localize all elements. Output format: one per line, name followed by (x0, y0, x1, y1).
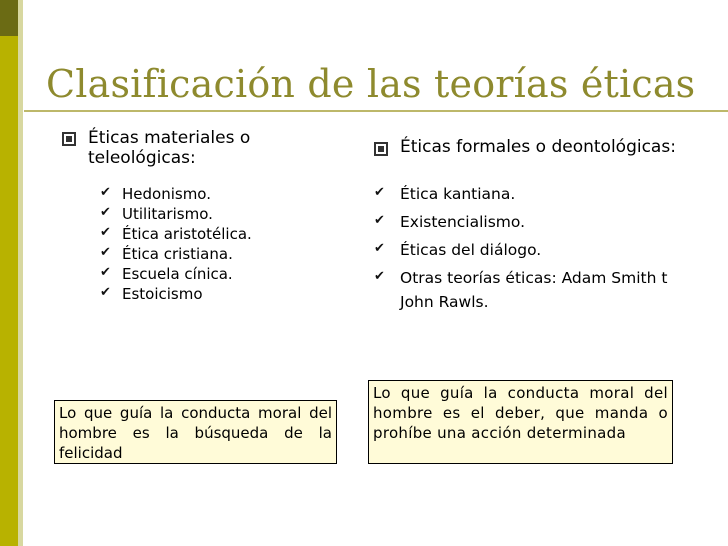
list-item (100, 184, 348, 204)
list-item-label: Escuela cínica. (122, 265, 233, 283)
list-item-label: Ética aristotélica. (122, 225, 252, 243)
right-summary-box: Lo que guía la conducta moral del hombre es el deber, que manda o prohíbe una acción determinada (368, 380, 673, 464)
checkmark-icon: ✔ (374, 213, 385, 228)
square-bullet-icon (374, 142, 388, 156)
right-heading: Éticas formales o deontológicas: (400, 137, 676, 157)
right-column (370, 135, 680, 318)
right-list (370, 182, 680, 314)
list-item (370, 238, 680, 262)
list-item-label: Ética kantiana. (400, 185, 516, 203)
checkmark-icon: ✔ (374, 241, 385, 256)
list-item-label: Ética cristiana. (122, 245, 233, 263)
left-list (100, 184, 348, 304)
square-bullet-icon (62, 132, 76, 146)
list-item (100, 224, 348, 244)
sidebar-accent-top (0, 0, 18, 36)
list-item (100, 284, 348, 304)
checkmark-icon: ✔ (100, 185, 111, 200)
checkmark-icon: ✔ (100, 225, 111, 240)
left-column (58, 128, 348, 304)
checkmark-icon: ✔ (100, 265, 111, 280)
checkmark-icon: ✔ (100, 285, 111, 300)
list-item-label: Existencialismo. (400, 213, 526, 231)
list-item (370, 266, 680, 314)
sidebar-stripe (18, 0, 23, 546)
list-item-label: Utilitarismo. (122, 205, 213, 223)
checkmark-icon: ✔ (374, 269, 385, 284)
list-item-label: Hedonismo. (122, 185, 211, 203)
sidebar-accent (0, 0, 18, 546)
left-heading-bullet (58, 128, 348, 168)
list-item-label: Éticas del diálogo. (400, 241, 542, 259)
list-item-label: Estoicismo (122, 285, 203, 303)
left-summary-box: Lo que guía la conducta moral del hombre es la búsqueda de la felicidad (54, 400, 337, 464)
list-item (100, 244, 348, 264)
left-heading: Éticas materiales o teleológicas: (88, 128, 251, 168)
checkmark-icon: ✔ (100, 205, 111, 220)
checkmark-icon: ✔ (100, 245, 111, 260)
checkmark-icon: ✔ (374, 185, 385, 200)
list-item-label: Otras teorías éticas: Adam Smith t John Rawls. (400, 269, 668, 311)
list-item (370, 210, 680, 234)
right-heading-bullet (370, 135, 680, 160)
title-divider (24, 110, 728, 112)
list-item (100, 264, 348, 284)
list-item (100, 204, 348, 224)
slide-title: Clasificación de las teorías éticas (46, 62, 696, 106)
list-item (370, 182, 680, 206)
